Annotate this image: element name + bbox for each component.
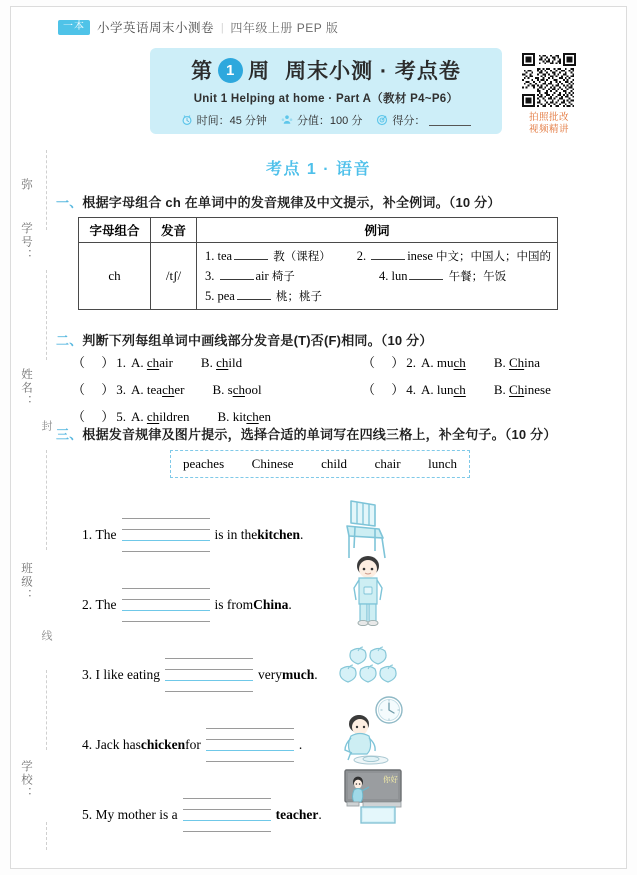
- tf-3-number: 3.: [116, 382, 127, 397]
- question-2-number: 二、: [56, 333, 83, 348]
- tf-4-a-pre: lun: [436, 382, 454, 397]
- qr-caption-line1: 拍照批改: [528, 112, 569, 123]
- tf-5-option-b: B. kitchen: [217, 409, 271, 424]
- meta-score-label: 分值：100 分: [296, 115, 363, 127]
- margin-dash: [46, 822, 47, 850]
- example-item-5: [203, 286, 377, 306]
- example-3-index: 3.: [205, 269, 215, 283]
- sentence-3-writing-lines[interactable]: [165, 658, 253, 692]
- margin-label-school: 学校：: [20, 760, 32, 801]
- example-2-index: 2.: [356, 249, 367, 263]
- tf-5-b-post: en: [258, 409, 271, 424]
- tf-5-a-post: ildren: [159, 409, 190, 424]
- example-1-hint: 教（课程）: [273, 251, 331, 263]
- sentence-5-before: My mother is a: [95, 807, 178, 822]
- people-icon: [281, 114, 293, 126]
- margin-label-name: 姓名：: [20, 368, 32, 409]
- example-item-3: [203, 266, 377, 286]
- sentence-3-number: 3.: [82, 667, 93, 682]
- tf-5-b-underlined: ch: [246, 409, 259, 424]
- sentence-3-after: very: [257, 667, 282, 682]
- exam-banner: [150, 48, 502, 134]
- brand-line: [58, 18, 338, 36]
- sentence-1-tail: .: [300, 527, 304, 542]
- cell-examples: [197, 243, 558, 310]
- example-1-before: tea: [217, 249, 233, 263]
- sentence-5-writing-lines[interactable]: [183, 798, 271, 832]
- example-2-after: inese: [407, 249, 433, 263]
- sentence-1: [82, 518, 303, 552]
- question-3-number: 三、: [56, 427, 83, 442]
- sentence-1-before: The: [95, 527, 117, 542]
- tf-2-option-a: A. much: [421, 355, 466, 370]
- meta-earned-label: 得分：: [392, 115, 426, 127]
- question-1-number: 一、: [56, 195, 83, 210]
- target-icon: [376, 114, 388, 126]
- meta-time-label: 时间：45 分钟: [196, 115, 267, 127]
- tf-1-a-underlined: ch: [146, 355, 160, 370]
- tf-2-number: 2.: [406, 355, 417, 370]
- tf-5-option-a: A. children: [131, 409, 190, 424]
- tf-1-b-underlined: ch: [216, 355, 229, 370]
- tf-3-a-underlined: ch: [162, 382, 175, 397]
- question-2-text: 判断下列每组单词中画线部分发音是(T)否(F)相同。（10 分）: [82, 333, 433, 348]
- week-number-badge: 1: [218, 58, 243, 83]
- tf-4-option-b: B. Chinese: [493, 382, 551, 397]
- banner-meta-row: [150, 112, 502, 128]
- sentence-4-keyword: chicken: [140, 737, 186, 752]
- table-header-row: [79, 218, 558, 243]
- section-heading: 考点 1 · 语音: [265, 161, 372, 178]
- tf-2-answer-box[interactable]: （ ）: [362, 355, 405, 370]
- example-item-4: [377, 266, 551, 286]
- question-1-prompt: [56, 192, 501, 211]
- example-item-empty: [377, 286, 551, 306]
- tf-4-answer-box[interactable]: （ ）: [362, 382, 405, 397]
- tf-1-option-b: B. child: [200, 355, 243, 370]
- example-item-1: [203, 246, 355, 266]
- sentence-4-number: 4.: [82, 737, 93, 752]
- qr-caption-line2: 视频精讲: [528, 123, 569, 135]
- sentence-1-number: 1.: [82, 527, 93, 542]
- example-row: [203, 246, 551, 266]
- sentence-3-keyword: much: [281, 667, 315, 682]
- example-5-blank[interactable]: [237, 289, 271, 300]
- margin-mark-line: 线: [40, 630, 52, 641]
- example-5-hint: 桃；桃子: [275, 291, 322, 303]
- word-bank-item-2[interactable]: Chinese: [251, 456, 294, 471]
- sentence-4-before-tail: for: [185, 737, 201, 752]
- sentence-3-tail: .: [314, 667, 318, 682]
- margin-mark-seal: 封: [40, 420, 52, 431]
- margin-label-class: 班级：: [20, 562, 32, 603]
- tf-3-a-pre: tea: [146, 382, 163, 397]
- tf-3-option-b: B. school: [212, 382, 262, 397]
- tf-5-a-underlined: ch: [146, 409, 160, 424]
- example-2-hint: 中文；中国人；中国的: [436, 251, 551, 263]
- header-letter-combo: 字母组合: [79, 218, 151, 243]
- sentence-4-writing-lines[interactable]: [206, 728, 294, 762]
- tf-row: [72, 352, 592, 371]
- brand-separator: |: [221, 19, 224, 34]
- meta-score-total: [281, 112, 362, 128]
- tf-item-3: [72, 379, 362, 398]
- phonics-table: [78, 217, 558, 310]
- header-examples: 例词: [197, 218, 558, 243]
- tf-2-b-underlined: Ch: [508, 355, 525, 370]
- banner-suffix: 周: [248, 60, 271, 83]
- sentence-1-keyword: kitchen: [257, 527, 301, 542]
- tf-1-number: 1.: [116, 355, 127, 370]
- teacher-picture: [333, 768, 405, 833]
- example-4-hint: 午餐；午饭: [448, 271, 507, 283]
- tf-2-b-post: ina: [524, 355, 541, 370]
- word-bank-item-1[interactable]: peaches: [183, 456, 225, 471]
- example-4-index: 4.: [379, 269, 389, 283]
- example-row: [203, 266, 551, 286]
- tf-2-a-underlined: ch: [453, 355, 466, 370]
- qr-section[interactable]: [512, 50, 586, 136]
- margin-dash: [46, 670, 47, 750]
- example-5-index: 5.: [205, 289, 215, 303]
- word-bank-item-3[interactable]: child: [321, 456, 348, 471]
- example-3-after: air: [255, 269, 269, 283]
- banner-unit-line: Unit 1 Helping at home · Part A（教材 P4~P6）: [193, 93, 459, 105]
- sentence-5-tail: .: [318, 807, 322, 822]
- example-row: [203, 286, 551, 306]
- sentence-3: [82, 658, 318, 692]
- boy-picture: [347, 554, 389, 631]
- banner-prefix: 第: [191, 60, 214, 83]
- sentence-2-before: The: [95, 597, 117, 612]
- tf-row: [72, 406, 592, 425]
- tf-1-b-post: ild: [228, 355, 243, 370]
- sentence-2-tail: .: [288, 597, 292, 612]
- sentence-2: [82, 588, 292, 622]
- tf-2-option-b: B. China: [493, 355, 541, 370]
- qr-code-image[interactable]: [519, 50, 579, 110]
- sentence-2-keyword: China: [253, 597, 289, 612]
- sentence-3-before: I like eating: [95, 667, 160, 682]
- tf-3-b-underlined: ch: [232, 382, 245, 397]
- sentence-4-before: Jack has: [95, 737, 141, 752]
- sentence-5-keyword: teacher: [275, 807, 319, 822]
- margin-dash: [46, 270, 47, 360]
- tf-item-4: [362, 379, 579, 398]
- sentence-5: [82, 798, 322, 832]
- brand-subtitle: 四年级上册 PEP 版: [230, 20, 339, 35]
- true-false-block: [72, 352, 592, 433]
- word-bank: [170, 450, 470, 478]
- sentence-1-after: is in the: [214, 527, 258, 542]
- cell-phonetic: /tʃ/: [151, 243, 197, 310]
- tf-item-5: [72, 406, 362, 425]
- example-1-index: 1.: [205, 249, 215, 263]
- example-3-hint: 椅子: [271, 271, 295, 283]
- word-bank-item-5[interactable]: lunch: [428, 456, 457, 471]
- meta-earned-score: [376, 112, 471, 128]
- blackboard-text: 你好: [383, 775, 398, 784]
- tf-4-b-post: inese: [524, 382, 551, 397]
- table-row: [79, 243, 558, 310]
- sentence-1-writing-lines[interactable]: [122, 518, 210, 552]
- example-3-blank[interactable]: [220, 269, 254, 280]
- sentence-5-number: 5.: [82, 807, 93, 822]
- question-3-prompt: [56, 424, 557, 443]
- tf-1-option-a: A. chair: [131, 355, 173, 370]
- clock-boy-picture: [337, 694, 409, 771]
- left-margin-strip: [16, 150, 56, 850]
- tf-3-a-post: er: [174, 382, 185, 397]
- banner-main-title: 周末小测 · 考点卷: [285, 60, 461, 83]
- qr-caption: [512, 112, 586, 136]
- peaches-picture: [337, 645, 405, 694]
- tf-1-answer-box[interactable]: （ ）: [72, 355, 115, 370]
- tf-4-number: 4.: [406, 382, 417, 397]
- meta-time: [181, 112, 267, 128]
- banner-title: [150, 55, 502, 85]
- margin-label-student-id: 学号：: [20, 222, 32, 263]
- example-4-blank[interactable]: [409, 269, 443, 280]
- tf-5-answer-box[interactable]: （ ）: [72, 409, 115, 424]
- example-5-before: pea: [217, 289, 235, 303]
- tf-3-b-pre: s: [227, 382, 233, 397]
- example-2-blank[interactable]: [371, 249, 405, 260]
- question-1-text: 根据字母组合 ch 在单词中的发音规律及中文提示，补全例词。（10 分）: [82, 195, 501, 210]
- brand-title: 小学英语周末小测卷: [97, 21, 215, 35]
- tf-item-2: [362, 352, 568, 371]
- margin-dash: [46, 450, 47, 550]
- clock-icon: [181, 114, 193, 126]
- example-item-2: [355, 246, 551, 266]
- tf-3-b-post: ool: [244, 382, 262, 397]
- tf-4-option-a: A. lunch: [421, 382, 466, 397]
- tf-1-a-post: air: [159, 355, 173, 370]
- margin-label-0: 弥: [20, 178, 32, 192]
- tf-item-1: [72, 352, 362, 371]
- tf-4-a-underlined: ch: [453, 382, 466, 397]
- sentence-2-writing-lines[interactable]: [122, 588, 210, 622]
- cell-letter-combo: ch: [79, 243, 151, 310]
- sentence-2-after: is from: [214, 597, 254, 612]
- question-3-text: 根据发音规律及图片提示，选择合适的单词写在四线三格上，补全句子。（10 分）: [82, 427, 557, 442]
- tf-3-answer-box[interactable]: （ ）: [72, 382, 115, 397]
- sentence-2-number: 2.: [82, 597, 93, 612]
- question-2-prompt: [56, 330, 433, 349]
- tf-5-b-pre: kit: [232, 409, 247, 424]
- example-4-before: lun: [391, 269, 408, 283]
- word-bank-item-4[interactable]: chair: [374, 456, 401, 471]
- tf-row: [72, 379, 592, 398]
- sentence-4: [82, 728, 302, 762]
- tf-3-option-a: A. teacher: [131, 382, 185, 397]
- example-1-blank[interactable]: [234, 249, 268, 260]
- tf-2-a-pre: mu: [436, 355, 454, 370]
- sentence-4-tail: .: [298, 737, 303, 752]
- header-pronunciation: 发音: [151, 218, 197, 243]
- brand-badge: 一本: [58, 20, 90, 35]
- tf-5-number: 5.: [116, 409, 127, 424]
- score-blank-field[interactable]: [429, 115, 471, 126]
- tf-4-b-underlined: Ch: [508, 382, 525, 397]
